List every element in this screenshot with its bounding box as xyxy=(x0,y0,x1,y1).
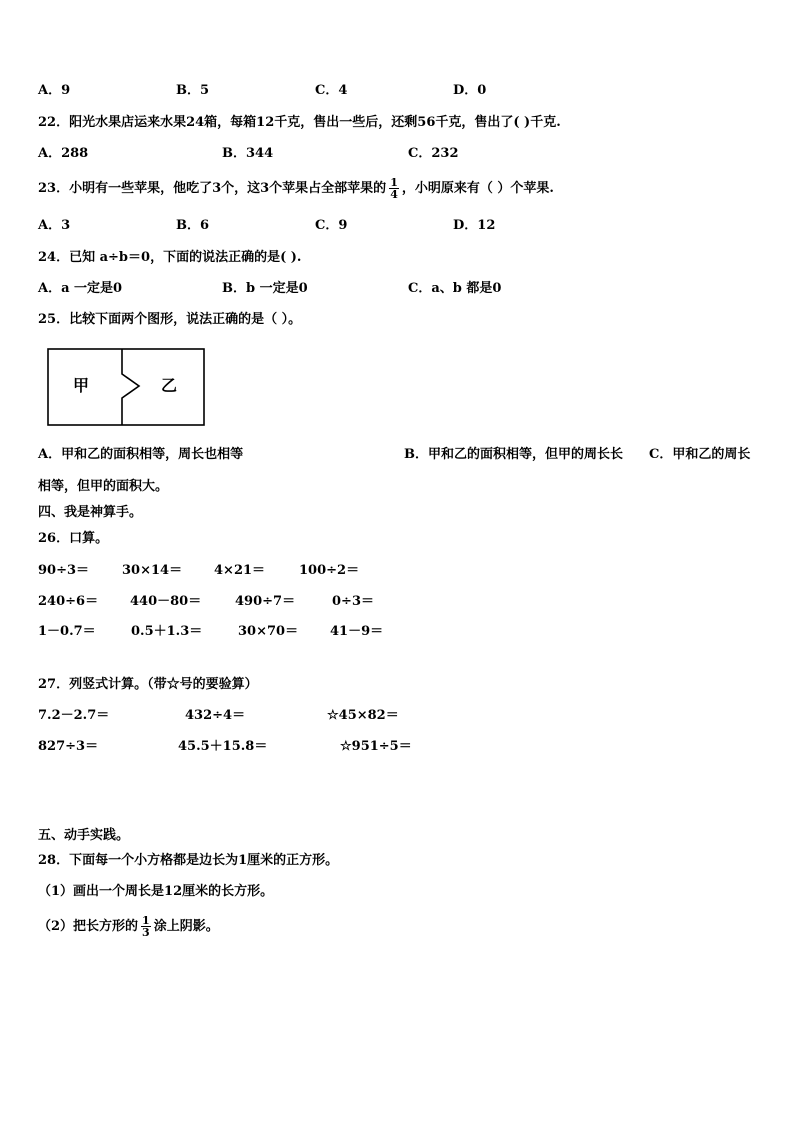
q26-r2-c4: 0÷3＝ xyxy=(332,594,374,609)
q22-option-b: B．344 xyxy=(222,146,274,161)
q27-r1-c1: 7.2－2.7＝ xyxy=(38,708,110,723)
q26-r2-c2: 440－80＝ xyxy=(130,594,202,609)
q26-r3-c2: 0.5＋1.3＝ xyxy=(131,624,203,639)
q25-option-b: B．甲和乙的面积相等，但甲的周长长 xyxy=(404,447,623,462)
q25-option-a: A．甲和乙的面积相等，周长也相等 xyxy=(38,447,244,462)
q22-option-c: C．232 xyxy=(408,146,459,161)
fraction-one-third: $\frac{1}{3}$ xyxy=(142,914,150,939)
q23-stem xyxy=(38,174,554,204)
q23-option-c: C．9 xyxy=(315,218,348,233)
q27-r2-c3: ☆951÷5＝ xyxy=(340,739,412,754)
q25-figure xyxy=(47,348,205,430)
q24-option-a: A．a 一定是0 xyxy=(38,281,123,296)
q22-option-a: A．288 xyxy=(38,146,89,161)
q26-r1-c2: 30×14＝ xyxy=(122,563,183,578)
q23-option-d: D．12 xyxy=(453,218,496,233)
fraction-one-quarter: $\frac{1}{4}$ xyxy=(390,176,398,201)
q28-part2 xyxy=(38,910,219,944)
q27-stem: 27．列竖式计算。（带☆号的要验算） xyxy=(38,677,258,692)
section-4-title: 四、我是神算手。 xyxy=(38,505,143,520)
q24-option-c: C．a、b 都是0 xyxy=(408,281,502,296)
q23-option-b: B．6 xyxy=(176,218,210,233)
q27-r2-c2: 45.5＋15.8＝ xyxy=(178,739,268,754)
q21-option-d: D．0 xyxy=(453,83,487,98)
q26-stem: 26．口算。 xyxy=(38,531,109,546)
q25-option-c-part2: 相等，但甲的面积大。 xyxy=(38,479,169,494)
q23-option-a: A．3 xyxy=(38,218,71,233)
label-yi: 乙 xyxy=(161,376,178,395)
q25-stem: 25．比较下面两个图形，说法正确的是（ ）。 xyxy=(38,312,302,327)
q28-part2-after: 涂上阴影。 xyxy=(153,919,219,934)
q24-option-b: B．b 一定是0 xyxy=(222,281,308,296)
q26-r1-c3: 4×21＝ xyxy=(214,563,266,578)
q27-r1-c3: ☆45×82＝ xyxy=(327,708,399,723)
q26-r1-c4: 100÷2＝ xyxy=(299,563,360,578)
section-5-title: 五、动手实践。 xyxy=(38,828,130,843)
q21-option-a: A．9 xyxy=(38,83,71,98)
q25-option-c-part1: C．甲和乙的周长 xyxy=(649,447,751,462)
q21-option-c: C．4 xyxy=(315,83,348,98)
q26-r3-c4: 41－9＝ xyxy=(330,624,384,639)
q23-stem-after: ，小明原来有（ ）个苹果. xyxy=(401,181,554,196)
q28-stem: 28．下面每一个小方格都是边长为1厘米的正方形。 xyxy=(38,853,339,868)
q23-stem-before: 23．小明有一些苹果，他吃了3个，这3个苹果占全部苹果的 xyxy=(38,181,387,196)
q26-r2-c1: 240÷6＝ xyxy=(38,594,99,609)
q27-r2-c1: 827÷3＝ xyxy=(38,739,99,754)
label-jia: 甲 xyxy=(73,376,90,395)
q26-r3-c3: 30×70＝ xyxy=(238,624,299,639)
q26-r2-c3: 490÷7＝ xyxy=(235,594,296,609)
shapes-jia-yi-figure xyxy=(47,348,205,426)
q24-stem: 24．已知 a÷b＝0，下面的说法正确的是( ). xyxy=(38,250,302,265)
q26-r3-c1: 1－0.7＝ xyxy=(38,624,96,639)
q21-option-b: B．5 xyxy=(176,83,210,98)
q27-r1-c2: 432÷4＝ xyxy=(185,708,246,723)
q26-r1-c1: 90÷3＝ xyxy=(38,563,90,578)
q22-stem: 22．阳光水果店运来水果24箱，每箱12千克，售出一些后，还剩56千克，售出了( )千克. xyxy=(38,115,561,130)
q28-part2-before: （2）把长方形的 xyxy=(38,919,139,934)
q28-part1: （1）画出一个周长是12厘米的长方形。 xyxy=(38,884,274,899)
